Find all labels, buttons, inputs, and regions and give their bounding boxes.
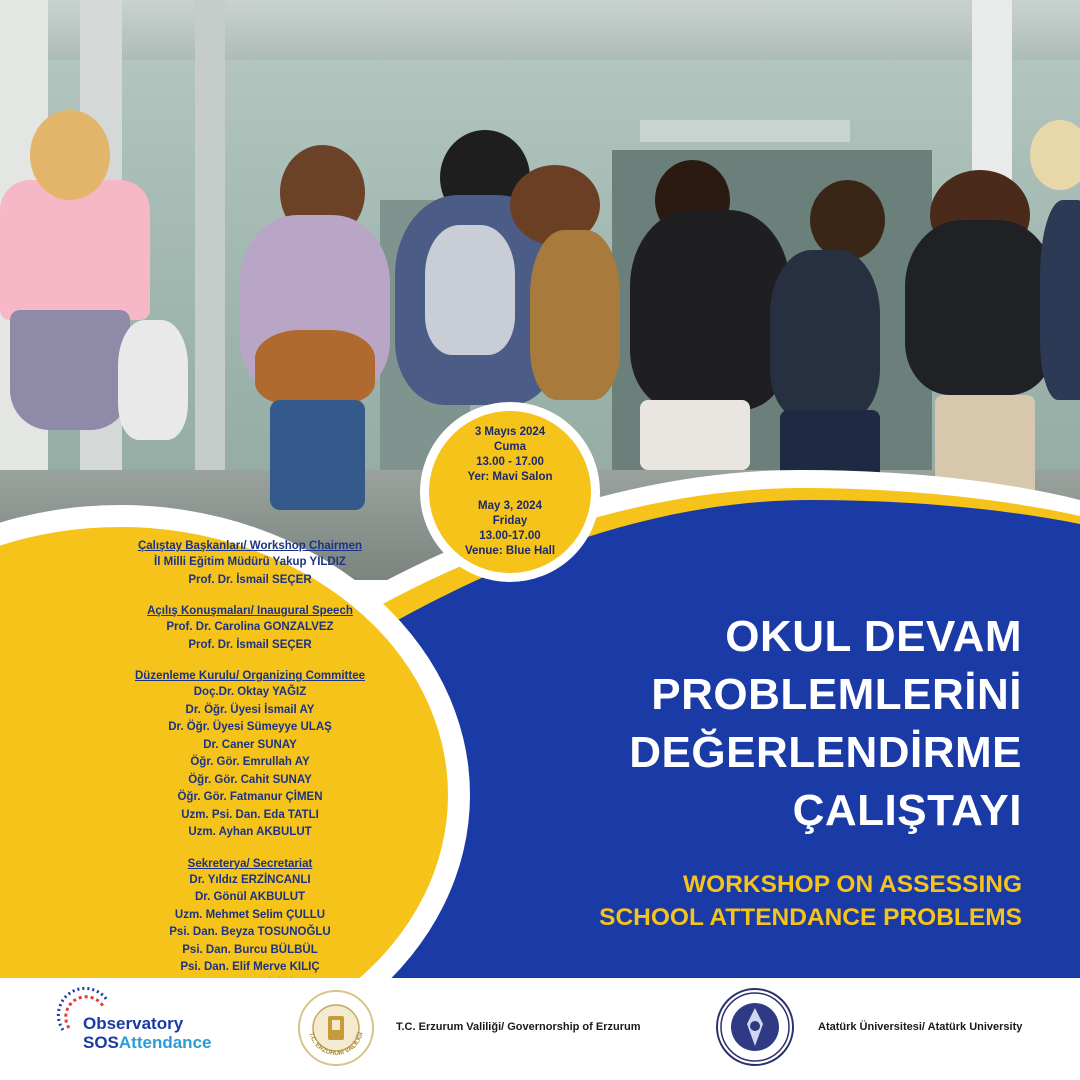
title-line: PROBLEMLERİNİ [651,670,1022,719]
organizing-heading: Düzenleme Kurulu/ Organizing Committee [134,670,366,682]
organizing-member: Dr. Öğr. Üyesi İsmail AY [185,703,315,716]
event-venue-tr: Yer: Mavi Salon [467,471,553,483]
secretariat-member: Psi. Dan. Burcu BÜLBÜL [182,943,318,956]
secretariat-member: Psi. Dan. Beyza TOSUNOĞLU [169,926,331,938]
sos-logo-line1: Observatory [83,1014,184,1033]
erzurum-valiligi-seal [298,990,374,1066]
organizing-member: Öğr. Gör. Emrullah AY [190,756,310,768]
chairmen-heading: Çalıştay Başkanları/ Workshop Chairmen [137,540,363,552]
sos-logo-line2 [83,1033,211,1053]
event-time-en: 13.00-17.00 [479,530,541,542]
committee-list [40,538,460,994]
title-line: DEĞERLENDİRME [629,728,1022,777]
university-label: Atatürk Üniversitesi/ Atatürk University [818,1021,1023,1033]
title-english [599,868,1022,934]
footer-logos [0,978,1080,1080]
observatory-sos-attendance-logo [55,986,235,1066]
title-line: ÇALIŞTAYI [792,786,1022,835]
secretariat-member: Dr. Yıldız ERZİNCANLI [189,873,311,886]
organizing-member: Dr. Öğr. Üyesi Sümeyye ULAŞ [168,721,332,733]
title-turkish [629,608,1022,840]
organizing-member: Uzm. Psi. Dan. Eda TATLI [181,808,319,821]
event-day-en: Friday [492,515,528,527]
secretariat-member: Psi. Dan. Elif Merve KILIÇ [180,961,320,973]
chairman-name: Prof. Dr. İsmail SEÇER [188,573,312,586]
title-line: OKUL DEVAM [725,612,1022,661]
sos-logo-attendance: Attendance [118,1033,212,1052]
organizing-member: Dr. Caner SUNAY [203,738,297,751]
valilik-emblem-icon [300,992,372,1064]
inaugural-speaker: Prof. Dr. Carolina GONZALVEZ [166,621,334,633]
title-english-line: SCHOOL ATTENDANCE PROBLEMS [599,904,1022,931]
secretariat-member: Dr. Gönül AKBULUT [194,891,306,903]
university-emblem-icon [718,990,792,1064]
ataturk-university-seal [716,988,794,1066]
organizing-member: Uzm. Ayhan AKBULUT [188,826,312,838]
event-day-tr: Cuma [494,441,526,453]
event-date-circle [420,402,600,582]
event-date-en: May 3, 2024 [478,500,542,512]
organizing-member: Öğr. Gör. Fatmanur ÇİMEN [177,791,323,803]
organizing-member: Doç.Dr. Oktay YAĞIZ [193,686,307,698]
sos-logo-prefix: SOS [83,1033,119,1052]
title-english-line: WORKSHOP ON ASSESSING [683,871,1022,898]
chairman-name: İl Milli Eğitim Müdürü Yakup YILDIZ [154,556,346,568]
valilik-seal-text: T.C. ERZURUM VALİLİĞİ [307,1031,365,1058]
event-time-tr: 13.00 - 17.00 [476,456,544,468]
event-date-tr: 3 Mayıs 2024 [474,426,546,438]
governorship-label: T.C. Erzurum Valiliği/ Governorship of Erzurum [396,1021,641,1033]
event-venue-en: Venue: Blue Hall [464,545,556,557]
secretariat-member: Uzm. Mehmet Selim ÇULLU [174,908,326,921]
organizing-member: Öğr. Gör. Cahit SUNAY [188,773,312,786]
inaugural-heading: Açılış Konuşmaları/ Inaugural Speech [147,605,353,617]
secretariat-heading: Sekreterya/ Secretariat [187,857,313,870]
inaugural-speaker: Prof. Dr. İsmail SEÇER [188,638,312,651]
